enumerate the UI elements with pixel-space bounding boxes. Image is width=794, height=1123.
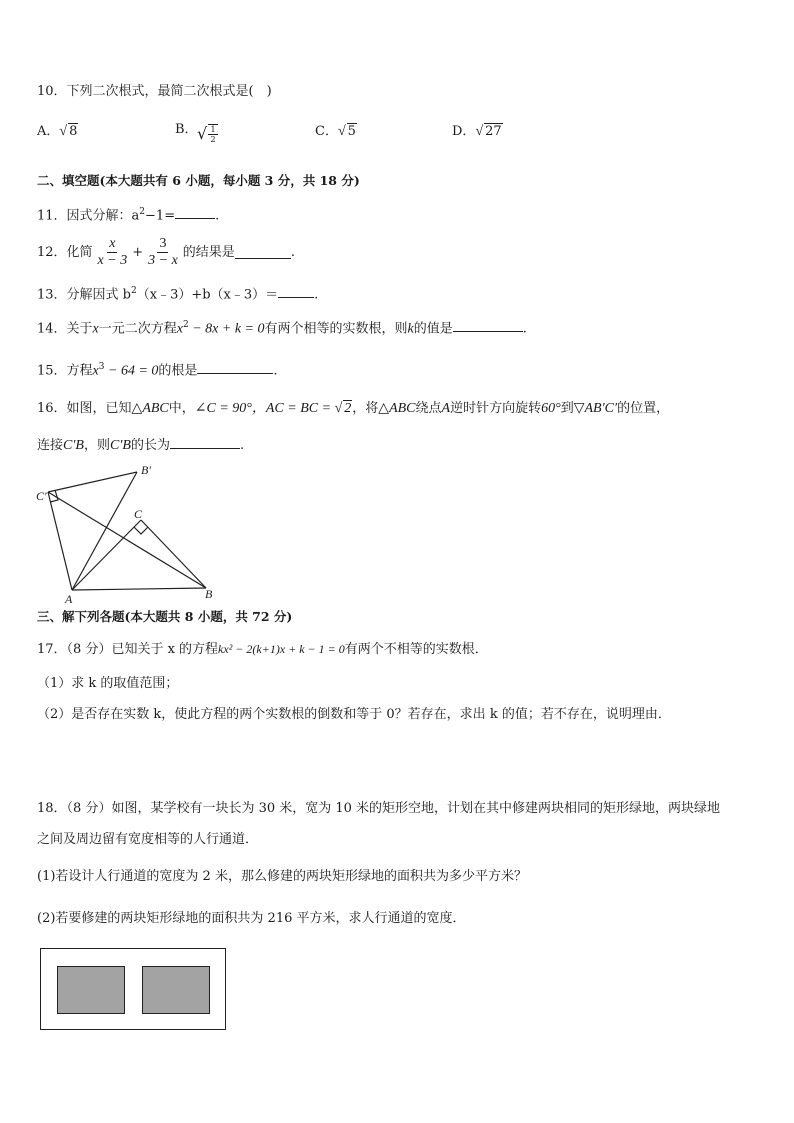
seg-cprime-b: [48, 492, 206, 588]
option-a-value: 8: [69, 124, 78, 139]
section2-heading: 二、填空题(本大题共有 6 小题，每小题 3 分，共 18 分): [37, 173, 360, 188]
option-c-label: C．: [315, 124, 338, 139]
option-b-num: 1: [208, 125, 218, 135]
green-area-left: [57, 966, 125, 1014]
q18-field-figure: [40, 948, 226, 1030]
option-b-den: 2: [210, 135, 216, 144]
q16-line1: 16．如图，已知△ABC中，∠C = 90°，AC = BC = √ 2，将△ABC绕点A逆时针方向旋转60°到▽AB′C′的位置，: [37, 401, 670, 416]
q15: 15．方程$x^3 - 64 = 0$的根是 .: [37, 362, 278, 379]
q10-option-a: A．√ 8: [37, 124, 78, 139]
q16-blank[interactable]: [170, 436, 240, 449]
q15-blank[interactable]: [197, 361, 273, 374]
label-cprime: C′: [36, 489, 47, 503]
section3-heading: 三、解下列各题(本大题共 8 小题，共 72 分): [37, 609, 293, 624]
option-d-label: D．: [452, 124, 476, 139]
q18-line1: 18．（8 分）如图，某学校有一块长为 30 米，宽为 10 米的矩形空地，计划在其中修建两块相同的矩形绿地，两块绿地: [37, 801, 721, 816]
q10-option-d: D．√ 27: [452, 124, 502, 139]
seg-cprime-a: [48, 492, 72, 590]
q10-option-c: C．√ 5: [315, 124, 356, 139]
q16-triangle-figure: [30, 460, 230, 605]
q10-stem: 10．下列二次根式，最简二次根式是( ): [37, 84, 272, 99]
label-bprime: B′: [141, 463, 151, 477]
label-c: C: [134, 507, 143, 521]
q16-line2: 连接C′B，则C′B的长为 .: [37, 438, 245, 453]
seg-a-b: [72, 588, 206, 590]
q10-option-b: B． √ $\frac{1}{2}$: [175, 118, 198, 137]
q14-blank[interactable]: [453, 319, 523, 332]
green-area-right: [142, 966, 210, 1014]
q11-blank[interactable]: [175, 206, 215, 219]
label-b: B: [205, 587, 213, 601]
seg-cprime-bprime: [48, 472, 137, 492]
q13-blank[interactable]: [278, 285, 314, 298]
seg-a-c: [72, 520, 141, 590]
q18-part1: (1)若设计人行通道的宽度为 2 米，那么修建的两块矩形绿地的面积共为多少平方米？: [37, 869, 527, 884]
option-c-value: 5: [347, 124, 356, 139]
seg-a-bprime: [72, 472, 137, 590]
q17-part2: （2）是否存在实数 k，使此方程的两个实数根的倒数和等于 0？若存在，求出 k 的值；若不存在，说明理由．: [37, 707, 671, 722]
q12-blank[interactable]: [235, 246, 291, 259]
option-b-label: B．: [175, 122, 198, 137]
q18-line2: 之间及周边留有宽度相等的人行通道．: [37, 832, 259, 847]
right-angle-c: [134, 527, 148, 534]
q14: 14．关于x一元二次方程$x^2 - 8x + k = 0$有两个相等的实数根，则k的值是 .: [37, 320, 527, 337]
q17-part1: （1）求 k 的取值范围；: [37, 676, 179, 691]
q13: 13．分解因式 $b^2(x﹣3)+b(x﹣3)=$ .: [37, 286, 319, 303]
q12-fraction-1: $\frac{x}{x - 3}$: [97, 236, 128, 268]
q12: 12．化简 $\frac{x}{x - 3}$ + $\frac{3}{3 - x}$ 的结果是 .: [37, 236, 295, 268]
option-d-value: 27: [485, 124, 502, 139]
q11: 11．因式分解：$a^2-1=$ .: [37, 207, 220, 224]
label-a: A: [65, 592, 73, 605]
q17-stem: 17．（8 分）已知关于 x 的方程kx² − 2(k+1)x + k − 1 = 0有两个不相等的实数根．: [37, 642, 488, 657]
q12-fraction-2: $\frac{3}{3 - x}$: [148, 236, 178, 268]
q18-part2: (2)若要修建的两块矩形绿地的面积共为 216 平方米，求人行通道的宽度．: [37, 911, 466, 926]
option-a-label: A．: [37, 124, 60, 139]
